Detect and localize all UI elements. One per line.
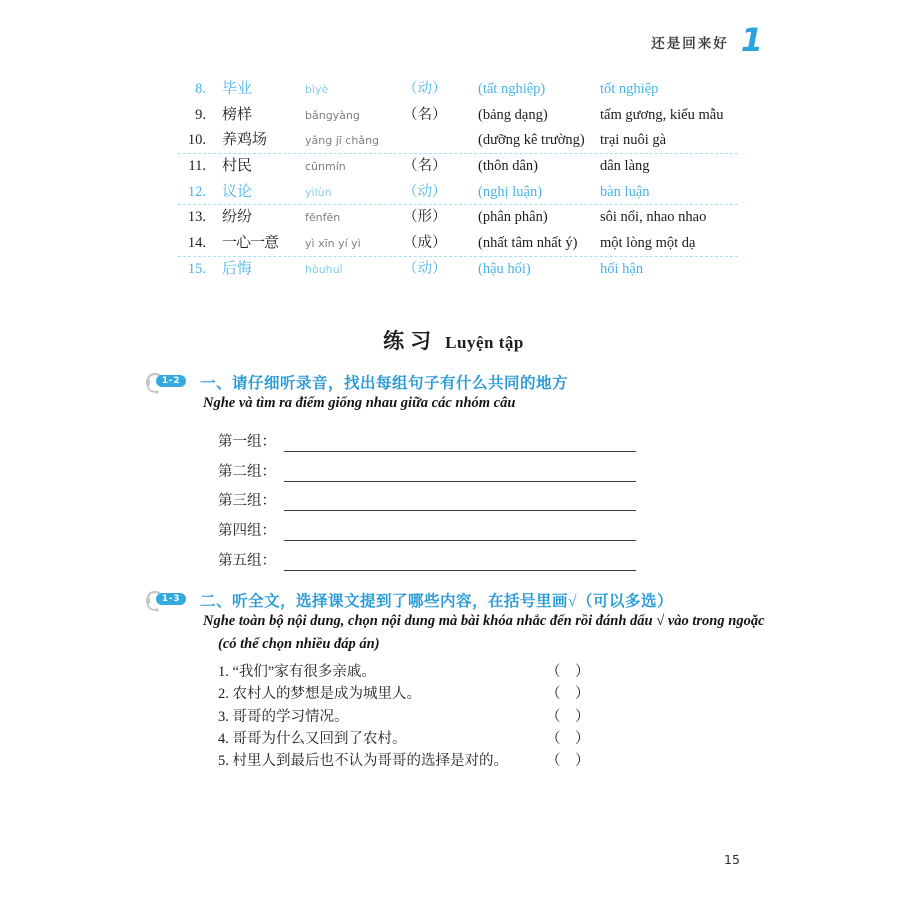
question-number: 4. xyxy=(218,730,229,747)
vocab-number: 15. xyxy=(187,260,206,277)
vocab-pinyin: yì xīn yí yì xyxy=(305,237,361,251)
vocab-number: 12. xyxy=(187,183,206,200)
vocab-literal: (nghị luận) xyxy=(478,183,543,200)
answer-bracket: （ ） xyxy=(546,753,590,770)
vocab-word: 养鸡场 xyxy=(222,132,268,149)
question-number: 5. xyxy=(218,753,229,770)
group-row xyxy=(218,482,636,512)
group-row xyxy=(218,452,636,482)
vocab-pos: （名） xyxy=(403,158,447,175)
group-label: 第三组： xyxy=(218,493,276,510)
question-text xyxy=(218,660,542,682)
answer-bracket: （ ） xyxy=(546,708,590,725)
vocab-meaning: hối hận xyxy=(600,260,644,277)
vocab-literal: (nhất tâm nhất ý) xyxy=(478,235,578,252)
answer-bracket: （ ） xyxy=(546,664,590,680)
vocab-meaning: bàn luận xyxy=(600,183,650,200)
vocab-row xyxy=(178,205,738,231)
vocab-row xyxy=(178,257,738,283)
vocab-literal: (bảng dạng) xyxy=(478,106,548,123)
section-title xyxy=(0,325,907,355)
section-title-zh: 练习 xyxy=(383,329,438,353)
vocab-pos: （动） xyxy=(403,81,447,97)
vocab-pos: （动） xyxy=(403,183,447,200)
group-label: 第四组： xyxy=(218,523,276,540)
exercise1-groups xyxy=(218,422,636,571)
group-row xyxy=(218,422,636,452)
vocab-pinyin: bìyè xyxy=(305,83,329,96)
page-header xyxy=(651,21,763,59)
question-body: 哥哥为什么又回到了农村。 xyxy=(232,730,407,747)
lesson-title: 还是回来好 xyxy=(651,36,729,52)
question-body: 村里人到最后也不认为哥哥的选择是对的。 xyxy=(232,753,508,770)
vocab-word: 议论 xyxy=(222,183,253,200)
vocab-word: 一心一意 xyxy=(222,235,279,252)
group-label: 第二组： xyxy=(218,463,276,480)
vocab-word: 纷纷 xyxy=(222,209,253,226)
exercise2-audio xyxy=(143,584,199,614)
question-text xyxy=(218,727,542,749)
question-body: 哥哥的学习情况。 xyxy=(232,708,349,725)
question-number: 1. xyxy=(218,664,229,680)
vocab-meaning: tấm gương, kiểu mẫu xyxy=(600,106,724,123)
vocab-pos: （动） xyxy=(403,260,447,277)
exercise1-audio xyxy=(143,366,199,396)
vocab-meaning: sôi nổi, nhao nhao xyxy=(600,209,707,226)
question-row xyxy=(218,705,598,727)
vocab-pos: （成） xyxy=(403,235,447,252)
vocab-table xyxy=(178,77,738,283)
vocab-literal: (tất nghiệp) xyxy=(478,81,546,97)
vocab-word: 毕业 xyxy=(222,81,253,97)
group-label: 第五组： xyxy=(218,552,276,569)
page-number: 15 xyxy=(724,852,740,867)
vocab-pinyin: fēnfēn xyxy=(305,211,341,225)
vocab-pinyin: yǎng jī chǎng xyxy=(305,134,380,148)
question-body: “我们”家有很多亲戚。 xyxy=(232,664,376,680)
vocab-number: 8. xyxy=(195,81,206,97)
vocab-pinyin: hòuhuǐ xyxy=(305,262,343,276)
vocab-pinyin: yìlùn xyxy=(305,185,332,199)
answer-blank-line xyxy=(284,464,636,482)
vocab-meaning: một lòng một dạ xyxy=(600,235,696,252)
question-row xyxy=(218,749,598,771)
vocab-meaning: dân làng xyxy=(600,158,650,175)
question-text xyxy=(218,749,542,771)
vocab-pinyin: bǎngyàng xyxy=(305,108,360,122)
vocab-number: 10. xyxy=(187,132,206,149)
vocab-number: 11. xyxy=(188,158,206,175)
question-number: 2. xyxy=(218,686,229,703)
vocab-literal: (phân phân) xyxy=(478,209,548,226)
vocab-word: 榜样 xyxy=(222,106,253,123)
question-row xyxy=(218,727,598,749)
answer-blank-line xyxy=(284,523,636,541)
vocab-number: 9. xyxy=(195,106,206,123)
question-text xyxy=(218,705,542,727)
exercise2-heading: 二、听全文，选择课文提到了哪些内容，在括号里画√（可以多选） xyxy=(200,593,674,610)
answer-bracket: （ ） xyxy=(546,730,590,747)
exercise2-subheading2: (có thể chọn nhiều đáp án) xyxy=(218,636,380,652)
audio-track-badge: 1-2 xyxy=(156,375,186,387)
vocab-literal: (thôn dân) xyxy=(478,158,538,175)
question-body: 农村人的梦想是成为城里人。 xyxy=(232,686,421,703)
question-number: 3. xyxy=(218,708,229,725)
group-label: 第一组： xyxy=(218,433,276,450)
answer-bracket: （ ） xyxy=(546,686,590,703)
vocab-row xyxy=(178,154,738,180)
exercise2-items xyxy=(218,660,598,771)
vocab-pos: （形） xyxy=(403,209,447,226)
question-row xyxy=(218,682,598,704)
audio-track-badge: 1-3 xyxy=(156,593,186,605)
exercise1-subheading: Nghe và tìm ra điểm giống nhau giữa các nhóm câu xyxy=(203,395,516,411)
vocab-word: 后悔 xyxy=(222,260,253,277)
vocab-pinyin: cūnmín xyxy=(305,160,346,174)
lesson-number: 1 xyxy=(740,21,763,59)
vocab-word: 村民 xyxy=(222,158,253,175)
answer-blank-line xyxy=(284,434,636,452)
vocab-literal: (hậu hối) xyxy=(478,260,531,277)
answer-blank-line xyxy=(284,553,636,571)
vocab-pos: （名） xyxy=(403,106,447,123)
vocab-row xyxy=(178,231,738,257)
vocab-row xyxy=(178,103,738,129)
vocab-number: 13. xyxy=(187,209,206,226)
group-row xyxy=(218,511,636,541)
section-title-vi: Luyện tập xyxy=(445,333,524,352)
vocab-number: 14. xyxy=(187,235,206,252)
question-text xyxy=(218,682,542,704)
exercise1-heading: 一、请仔细听录音，找出每组句子有什么共同的地方 xyxy=(200,375,569,392)
vocab-row xyxy=(178,77,738,103)
vocab-row xyxy=(178,128,738,154)
exercise2-subheading1: Nghe toàn bộ nội dung, chọn nội dung mà bài khóa nhắc đến rồi đánh dấu √ vào trong ngoặc xyxy=(203,613,765,629)
answer-blank-line xyxy=(284,493,636,511)
group-row xyxy=(218,541,636,571)
vocab-row xyxy=(178,180,738,206)
question-row xyxy=(218,660,598,682)
vocab-meaning: trại nuôi gà xyxy=(600,132,667,149)
vocab-literal: (dưỡng kê trường) xyxy=(478,132,585,149)
vocab-meaning: tốt nghiệp xyxy=(600,81,659,97)
